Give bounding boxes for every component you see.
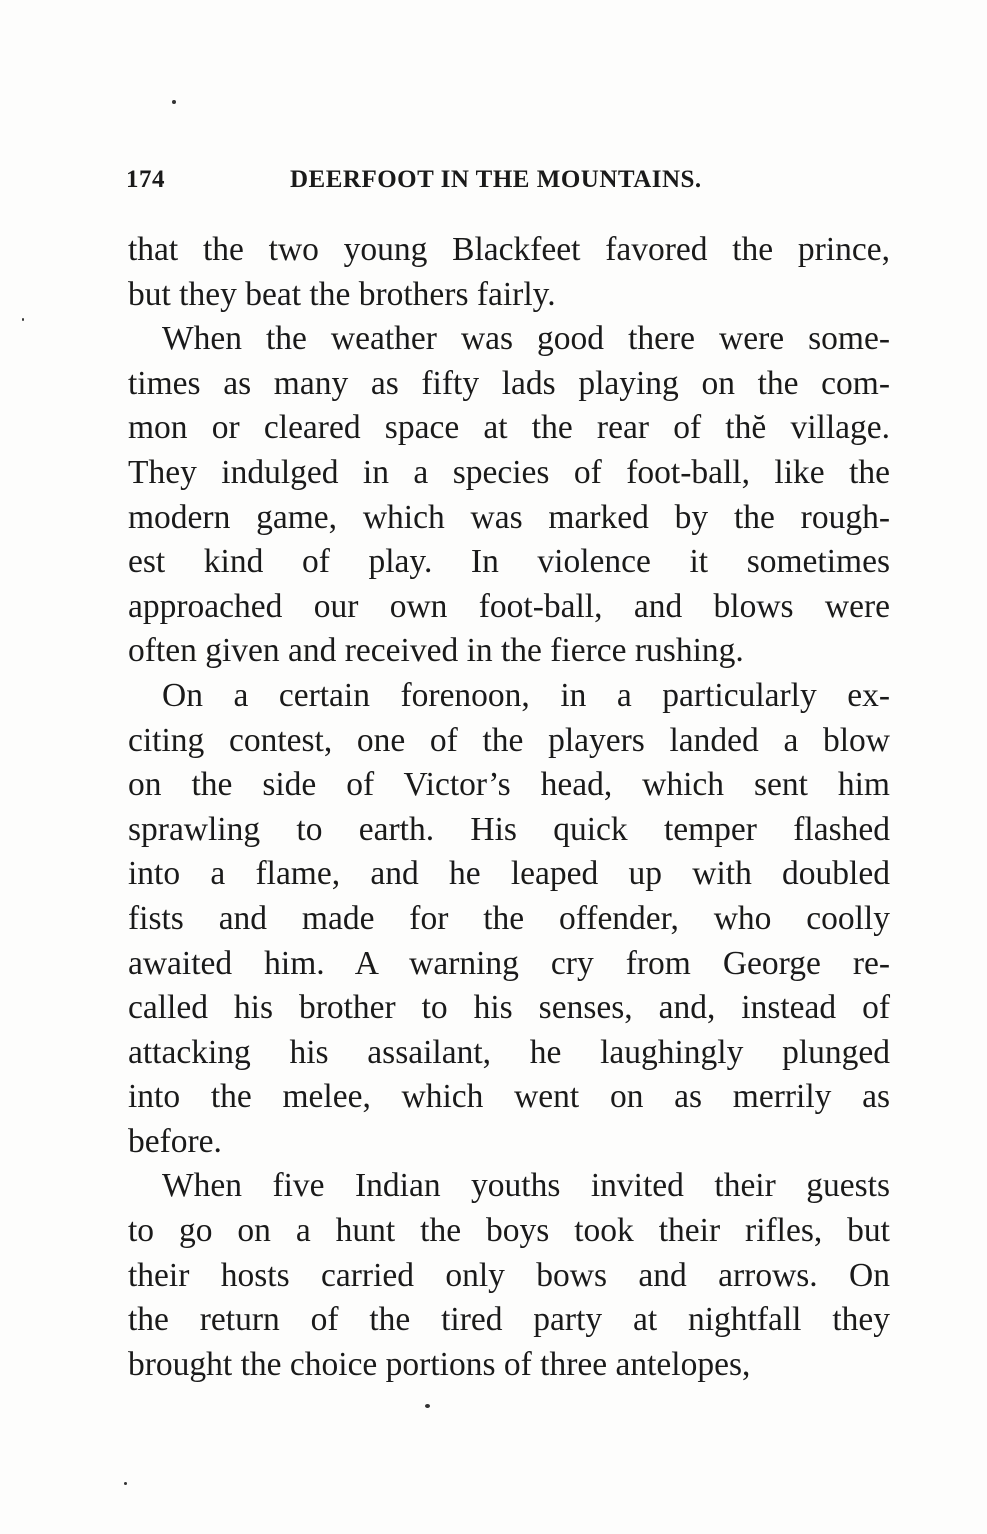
text-line: They indulged in a species of foot-ball, like the (128, 453, 890, 491)
text-line: on the side of Victor’s head, which sent him (128, 766, 890, 804)
text-line: before. (128, 1122, 222, 1160)
book-title: DEERFOOT IN THE MOUNTAINS. (290, 166, 702, 193)
text-line: citing contest, one of the players landed a blow (128, 721, 890, 759)
body-text (128, 228, 890, 1387)
print-speck (172, 100, 176, 104)
text-line: mon or cleared space at the rear of thĕ village. (128, 409, 890, 447)
text-line: to go on a hunt the boys took their rifles, but (128, 1212, 890, 1250)
text-line: brought the choice portions of three antelopes, (128, 1345, 751, 1383)
paragraph (128, 228, 890, 317)
text-line: est kind of play. In violence it sometimes (128, 543, 890, 581)
text-line: sprawling to earth. His quick temper flashed (128, 810, 890, 848)
text-line: into a flame, and he leaped up with doubled (128, 855, 890, 893)
text-line: When five Indian youths invited their guests (162, 1167, 890, 1205)
text-line: awaited him. A warning cry from George re- (128, 944, 890, 982)
text-line: attacking his assailant, he laughingly plunged (128, 1033, 890, 1071)
text-line: approached our own foot-ball, and blows were (128, 587, 890, 625)
paragraph (128, 1164, 890, 1387)
text-line: called his brother to his senses, and, instead of (128, 989, 890, 1027)
text-line: but they beat the brothers fairly. (128, 275, 556, 313)
paragraph (128, 317, 890, 674)
text-line: their hosts carried only bows and arrows. On (128, 1256, 890, 1294)
print-speck (425, 1404, 430, 1408)
print-speck (22, 318, 24, 321)
text-line: When the weather was good there were some- (162, 320, 890, 358)
text-line: fists and made for the offender, who coolly (128, 899, 890, 937)
text-line: into the melee, which went on as merrily as (128, 1078, 890, 1116)
text-line: that the two young Blackfeet favored the prince, (128, 231, 890, 268)
running-head (126, 166, 766, 202)
print-speck (124, 1482, 127, 1485)
text-line: times as many as fifty lads playing on the com- (128, 364, 890, 402)
page-number: 174 (126, 166, 165, 193)
paragraph (128, 674, 890, 1165)
text-line: On a certain forenoon, in a particularly ex- (162, 676, 890, 714)
text-line: modern game, which was marked by the rough- (128, 498, 890, 536)
text-line: often given and received in the fierce rushing. (128, 632, 744, 670)
text-line: the return of the tired party at nightfall they (128, 1301, 890, 1339)
